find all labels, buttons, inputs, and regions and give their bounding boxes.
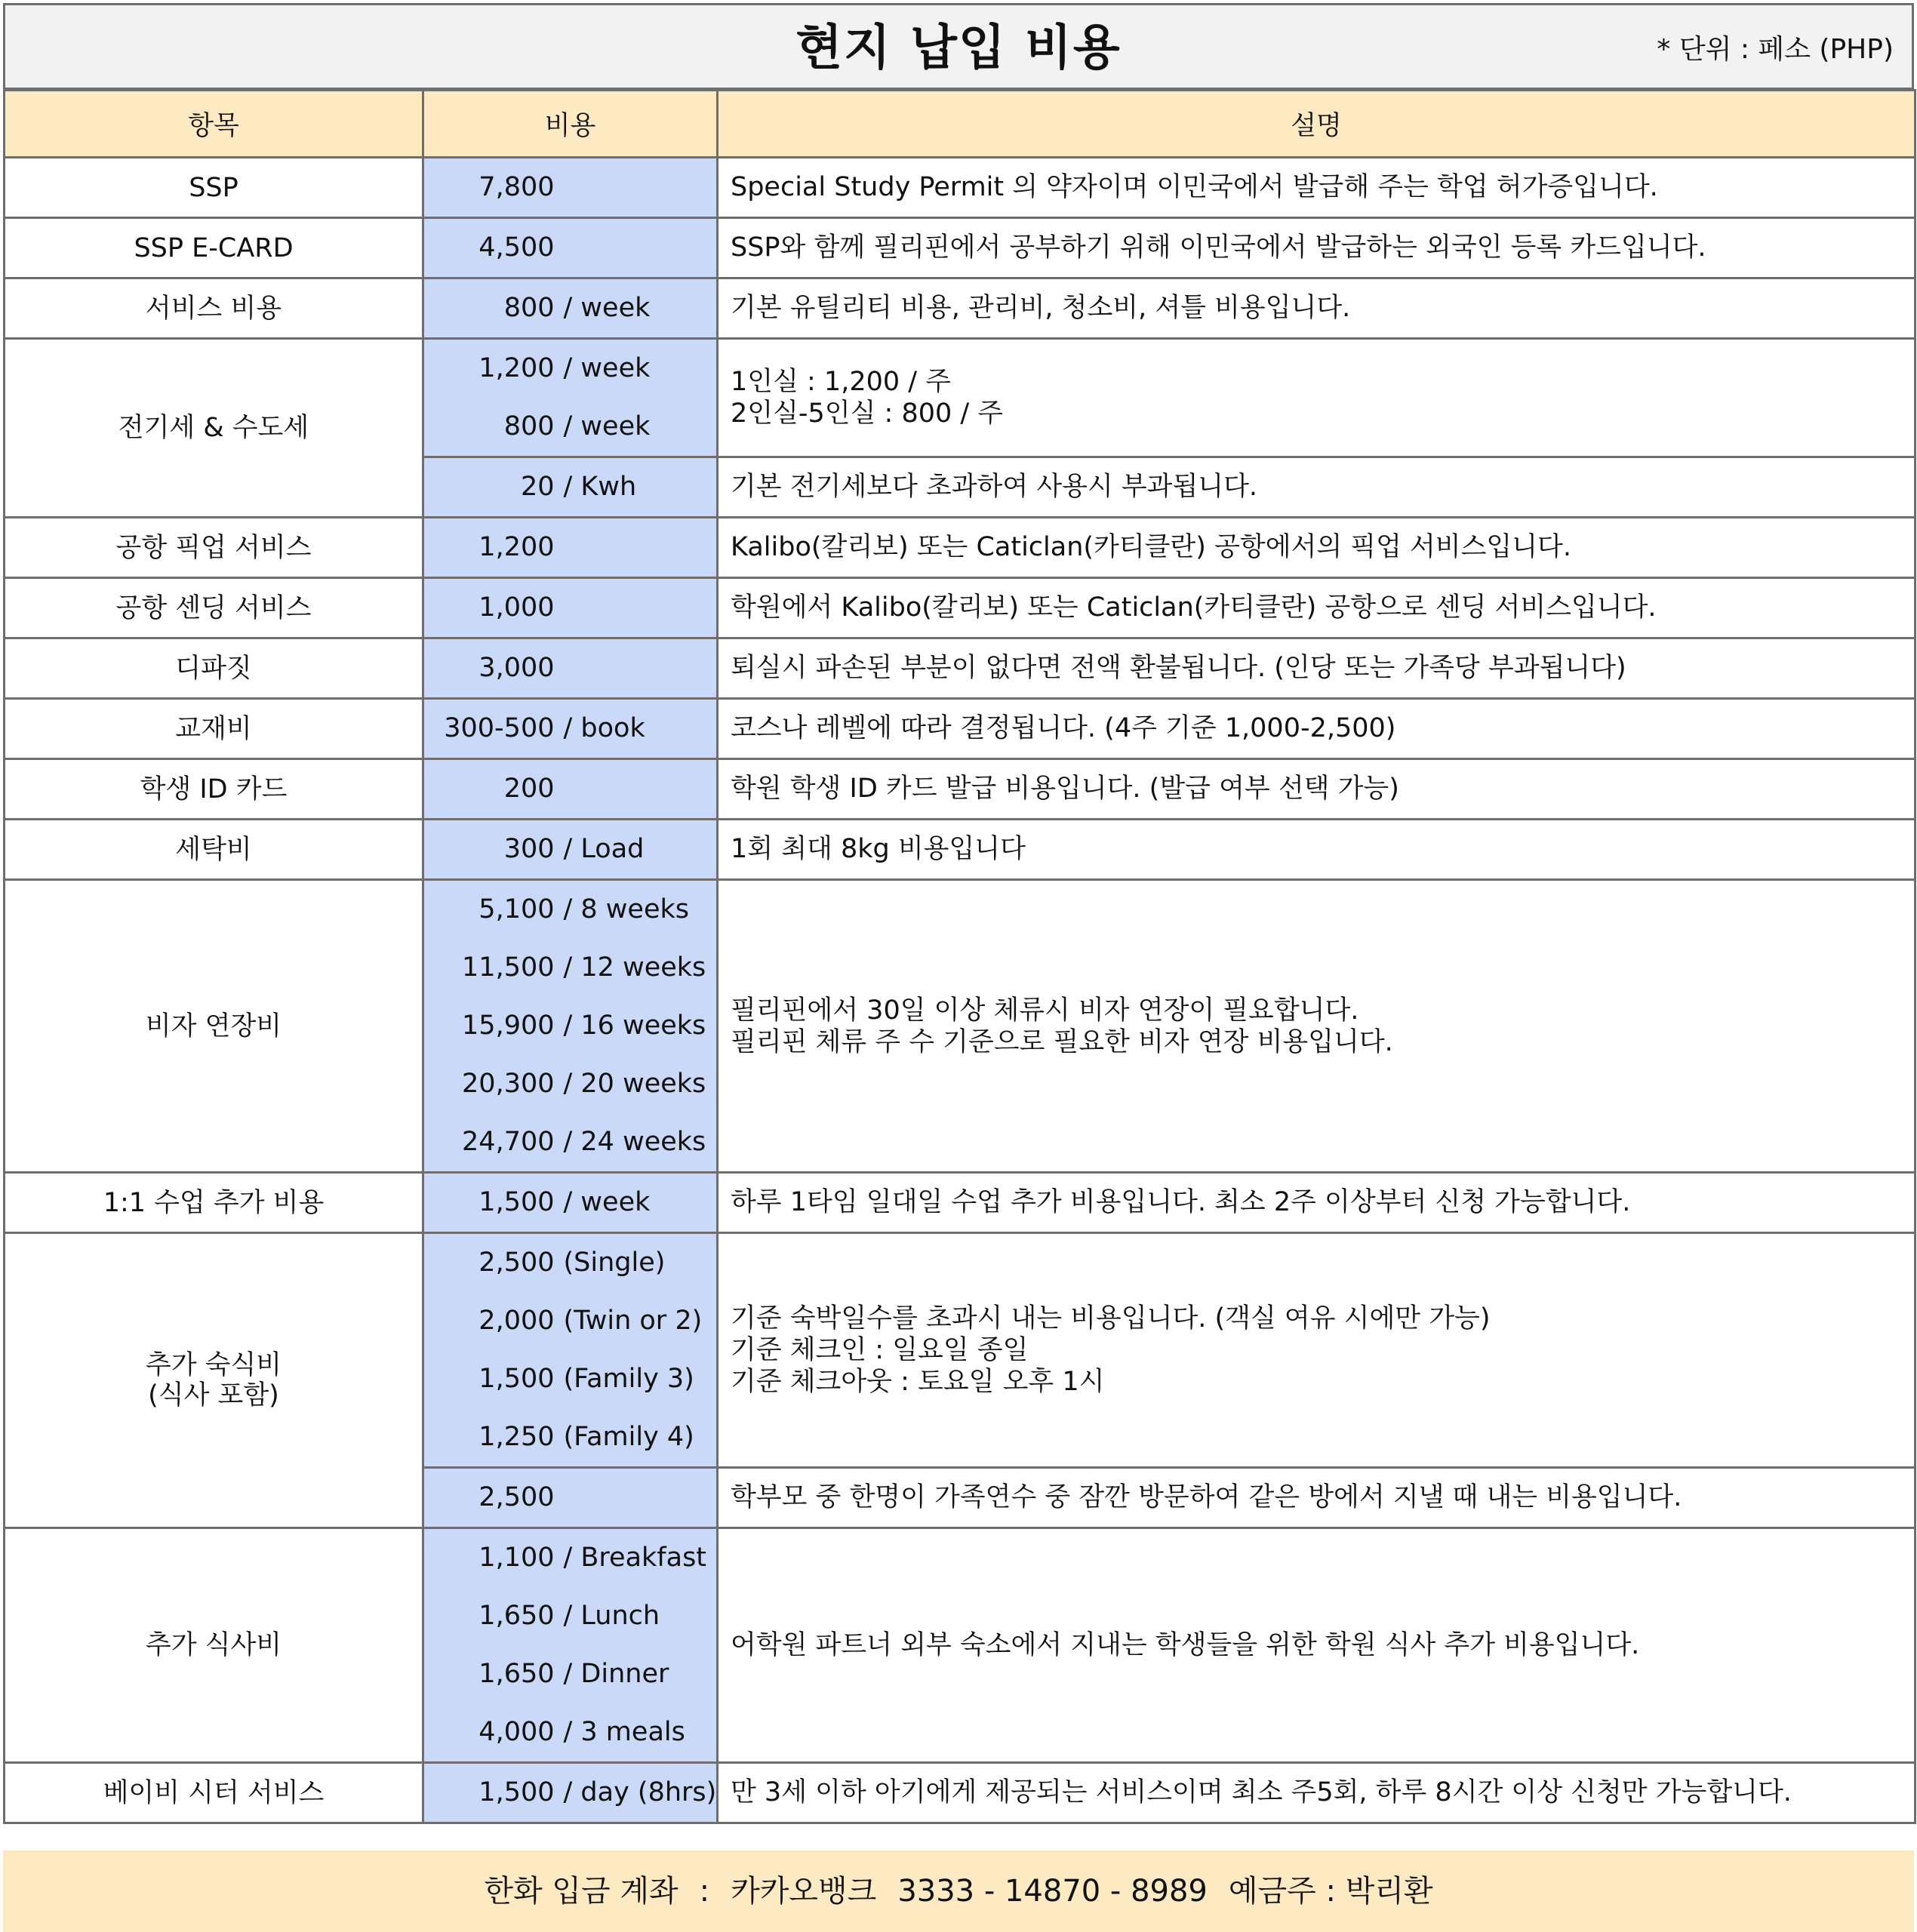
cost-cell <box>423 820 718 880</box>
item-cell <box>5 278 423 339</box>
table-row <box>5 578 1915 638</box>
cost-cell <box>423 518 718 578</box>
description-line: 퇴실시 파손된 부분이 없다면 전액 환불됩니다. (인당 또는 가족당 부과됩니다) <box>731 653 1626 683</box>
cost-amount: 1,500 <box>478 1777 555 1807</box>
cost-line <box>424 1234 716 1292</box>
cost-line <box>424 939 716 997</box>
cost-amount: 1,650 <box>478 1601 555 1631</box>
cost-line <box>424 881 716 939</box>
table-row <box>5 278 1915 339</box>
cost-line <box>424 820 716 878</box>
description-cell <box>718 278 1915 339</box>
cost-unit: (Family 4) <box>563 1422 694 1452</box>
description-line: 하루 1타임 일대일 수업 추가 비용입니다. 최소 2주 이상부터 신청 가능합니다. <box>731 1187 1631 1217</box>
cost-line <box>424 1587 716 1645</box>
table-row <box>5 699 1915 759</box>
cost-line <box>424 1703 716 1761</box>
table-row <box>5 1173 1915 1233</box>
cost-cell <box>423 339 718 457</box>
item-label: (식사 포함) <box>148 1380 279 1411</box>
cost-cell <box>423 218 718 278</box>
item-cell <box>5 1173 423 1233</box>
description-line: 기준 체크아웃 : 토요일 오후 1시 <box>731 1367 1105 1397</box>
description-line: 학원에서 Kalibo(칼리보) 또는 Caticlan(카티클란) 공항으로 센딩 서비스입니다. <box>731 592 1657 623</box>
cost-cell <box>423 1233 718 1468</box>
description-line: 학원 학생 ID 카드 발급 비용입니다. (발급 여부 선택 가능) <box>731 774 1399 804</box>
cost-unit: / book <box>563 713 645 743</box>
item-cell <box>5 518 423 578</box>
header-row <box>5 91 1915 158</box>
cost-line <box>424 340 716 398</box>
description-cell <box>718 158 1915 218</box>
description-line: 기준 숙박일수를 초과시 내는 비용입니다. (객실 여유 시에만 가능) <box>731 1303 1491 1334</box>
cost-cell <box>423 278 718 339</box>
cost-unit: / Lunch <box>563 1601 660 1631</box>
cost-line <box>424 1113 716 1171</box>
cost-amount: 2,500 <box>478 1247 555 1278</box>
cost-line <box>424 1408 716 1466</box>
table-row <box>5 218 1915 278</box>
cost-unit: (Twin or 2) <box>563 1306 703 1336</box>
cost-line <box>424 1529 716 1587</box>
table-row <box>5 339 1915 457</box>
item-label: 베이비 시터 서비스 <box>103 1777 325 1808</box>
item-label: 교재비 <box>175 713 252 744</box>
cost-cell <box>423 1468 718 1528</box>
title-bar <box>3 3 1914 90</box>
item-cell <box>5 638 423 699</box>
cost-cell <box>423 578 718 638</box>
table-row <box>5 638 1915 699</box>
cost-amount: 7,800 <box>478 172 555 202</box>
cost-amount: 24,700 <box>462 1127 555 1157</box>
description-line: SSP와 함께 필리핀에서 공부하기 위해 이민국에서 발급하는 외국인 등록 카드입니다. <box>731 232 1706 263</box>
cost-amount: 300 <box>503 834 555 864</box>
cost-line <box>424 639 716 697</box>
cost-line <box>424 700 716 758</box>
cost-unit: / 3 meals <box>563 1717 685 1747</box>
cost-amount: 2,500 <box>478 1482 555 1512</box>
item-cell <box>5 699 423 759</box>
cost-line <box>424 1764 716 1822</box>
item-label: SSP E-CARD <box>134 232 294 263</box>
cost-line <box>424 1350 716 1408</box>
cost-line <box>424 1174 716 1232</box>
cost-amount: 200 <box>503 774 555 804</box>
item-label: 추가 식사비 <box>145 1630 282 1660</box>
cost-unit: / week <box>563 293 651 323</box>
item-cell <box>5 820 423 880</box>
cost-line <box>424 997 716 1055</box>
unit-note: * 단위 : 페소 (PHP) <box>1657 34 1894 65</box>
cost-line <box>424 219 716 277</box>
cost-amount: 1,250 <box>478 1422 555 1452</box>
description-cell <box>718 880 1915 1173</box>
cost-amount: 1,200 <box>478 532 555 562</box>
item-label: 디파짓 <box>175 653 252 684</box>
cost-line <box>424 1292 716 1350</box>
footer-colon: : <box>699 1874 710 1909</box>
cost-amount: 11,500 <box>462 952 555 983</box>
cost-amount: 800 <box>503 293 555 323</box>
cost-line <box>424 279 716 337</box>
item-cell <box>5 158 423 218</box>
cost-unit: (Single) <box>563 1247 666 1278</box>
description-line: Kalibo(칼리보) 또는 Caticlan(카티클란) 공항에서의 픽업 서비스입니다. <box>731 532 1571 562</box>
cost-amount: 2,000 <box>478 1306 555 1336</box>
table-row <box>5 880 1915 1173</box>
table-row <box>5 158 1915 218</box>
cost-cell <box>423 880 718 1173</box>
cost-unit: / Breakfast <box>563 1543 707 1573</box>
header-desc: 설명 <box>718 91 1915 158</box>
description-cell <box>718 1763 1915 1823</box>
cost-cell <box>423 457 718 518</box>
item-cell <box>5 1763 423 1823</box>
cost-cell <box>423 1763 718 1823</box>
description-line: 필리핀 체류 주 수 기준으로 필요한 비자 연장 비용입니다. <box>731 1026 1393 1057</box>
item-label: 추가 숙식비 <box>145 1350 282 1380</box>
item-cell <box>5 578 423 638</box>
cost-line <box>424 760 716 818</box>
cost-amount: 4,500 <box>478 232 555 263</box>
table-row <box>5 518 1915 578</box>
cost-amount: 3,000 <box>478 653 555 683</box>
description-line: 필리핀에서 30일 이상 체류시 비자 연장이 필요합니다. <box>731 995 1359 1026</box>
cost-unit: / 8 weeks <box>563 894 690 924</box>
description-line: 2인실-5인실 : 800 / 주 <box>731 398 1004 429</box>
description-cell <box>718 1468 1915 1528</box>
description-cell <box>718 759 1915 820</box>
description-cell <box>718 1173 1915 1233</box>
cost-unit: / week <box>563 1187 651 1217</box>
cost-amount: 1,000 <box>478 592 555 623</box>
description-cell <box>718 457 1915 518</box>
cost-line <box>424 398 716 456</box>
description-line: Special Study Permit 의 약자이며 이민국에서 발급해 주는 학업 허가증입니다. <box>731 172 1658 202</box>
footer-account: 3333 - 14870 - 8989 <box>897 1874 1208 1909</box>
item-label: 비자 연장비 <box>145 1011 282 1041</box>
footer-label: 한화 입금 계좌 <box>484 1874 678 1909</box>
description-line: 기본 유틸리티 비용, 관리비, 청소비, 셔틀 비용입니다. <box>731 293 1351 323</box>
cost-amount: 1,650 <box>478 1659 555 1689</box>
bank-account-footer <box>3 1848 1914 1932</box>
cost-line <box>424 518 716 577</box>
cost-line <box>424 1645 716 1703</box>
item-label: 1:1 수업 추가 비용 <box>103 1187 325 1218</box>
cost-unit: / week <box>563 353 651 383</box>
description-cell <box>718 699 1915 759</box>
description-cell <box>718 1528 1915 1763</box>
cost-amount: 1,500 <box>478 1364 555 1394</box>
cost-amount: 300-500 <box>444 713 555 743</box>
cost-unit: / day (8hrs) <box>563 1777 717 1807</box>
cost-cell <box>423 1528 718 1763</box>
cost-unit: / Dinner <box>563 1659 669 1689</box>
cost-cell <box>423 638 718 699</box>
item-cell <box>5 759 423 820</box>
item-cell <box>5 1528 423 1763</box>
header-item: 항목 <box>5 91 423 158</box>
cost-line <box>424 579 716 637</box>
cost-amount: 1,500 <box>478 1187 555 1217</box>
description-line: 기본 전기세보다 초과하여 사용시 부과됩니다. <box>731 472 1258 502</box>
cost-line <box>424 458 716 516</box>
page-title: 현지 납입 비용 <box>795 20 1122 76</box>
cost-unit: / Load <box>563 834 645 864</box>
header-cost: 비용 <box>423 91 718 158</box>
cost-unit: (Family 3) <box>563 1364 694 1394</box>
description-cell <box>718 578 1915 638</box>
cost-amount: 4,000 <box>478 1717 555 1747</box>
item-cell <box>5 339 423 518</box>
cost-amount: 1,100 <box>478 1543 555 1573</box>
cost-unit: / 24 weeks <box>563 1127 706 1157</box>
cost-unit: / week <box>563 411 651 441</box>
cost-amount: 20 <box>520 472 555 502</box>
cost-amount: 800 <box>503 411 555 441</box>
description-line: 학부모 중 한명이 가족연수 중 잠깐 방문하여 같은 방에서 지낼 때 내는 비용입니다. <box>731 1482 1682 1512</box>
cost-line <box>424 1469 716 1527</box>
table-row <box>5 1233 1915 1468</box>
item-label: 전기세 & 수도세 <box>118 413 309 443</box>
table-row <box>5 759 1915 820</box>
item-label: 공항 센딩 서비스 <box>115 592 312 623</box>
item-label: 학생 ID 카드 <box>140 774 288 804</box>
cost-amount: 20,300 <box>462 1069 555 1099</box>
cost-line <box>424 1055 716 1113</box>
cost-cell <box>423 1173 718 1233</box>
item-cell <box>5 218 423 278</box>
item-label: 서비스 비용 <box>145 293 282 324</box>
description-line: 기준 체크인 : 일요일 종일 <box>731 1335 1029 1365</box>
description-cell <box>718 1233 1915 1468</box>
description-line: 코스나 레벨에 따라 결정됩니다. (4주 기준 1,000-2,500) <box>731 713 1396 743</box>
cost-unit: / Kwh <box>563 472 637 502</box>
footer-bank: 카카오뱅크 <box>731 1874 877 1909</box>
description-line: 어학원 파트너 외부 숙소에서 지내는 학생들을 위한 학원 식사 추가 비용입니다. <box>731 1629 1640 1660</box>
description-cell <box>718 339 1915 457</box>
description-cell <box>718 218 1915 278</box>
cost-cell <box>423 699 718 759</box>
cost-cell <box>423 759 718 820</box>
cost-cell <box>423 158 718 218</box>
cost-unit: / 16 weeks <box>563 1011 706 1041</box>
cost-amount: 15,900 <box>462 1011 555 1041</box>
item-label: 공항 픽업 서비스 <box>115 532 312 563</box>
item-cell <box>5 880 423 1173</box>
description-cell <box>718 518 1915 578</box>
description-line: 1회 최대 8kg 비용입니다 <box>731 834 1026 864</box>
cost-amount: 5,100 <box>478 894 555 924</box>
cost-line <box>424 158 716 217</box>
description-line: 만 3세 이하 아기에게 제공되는 서비스이며 최소 주5회, 하루 8시간 이상 신청만 가능합니다. <box>731 1777 1792 1807</box>
footer-holder: 예금주 : 박리환 <box>1228 1874 1433 1909</box>
item-label: 세탁비 <box>175 834 252 865</box>
item-label: SSP <box>189 172 238 203</box>
table-row <box>5 1528 1915 1763</box>
fee-table <box>3 89 1916 1824</box>
cost-amount: 1,200 <box>478 353 555 383</box>
table-row <box>5 820 1915 880</box>
table-row <box>5 1763 1915 1823</box>
description-cell <box>718 820 1915 880</box>
fee-table-body <box>5 158 1915 1823</box>
item-cell <box>5 1233 423 1528</box>
cost-unit: / 20 weeks <box>563 1069 706 1099</box>
description-cell <box>718 638 1915 699</box>
description-line: 1인실 : 1,200 / 주 <box>731 367 951 397</box>
cost-unit: / 12 weeks <box>563 952 706 983</box>
